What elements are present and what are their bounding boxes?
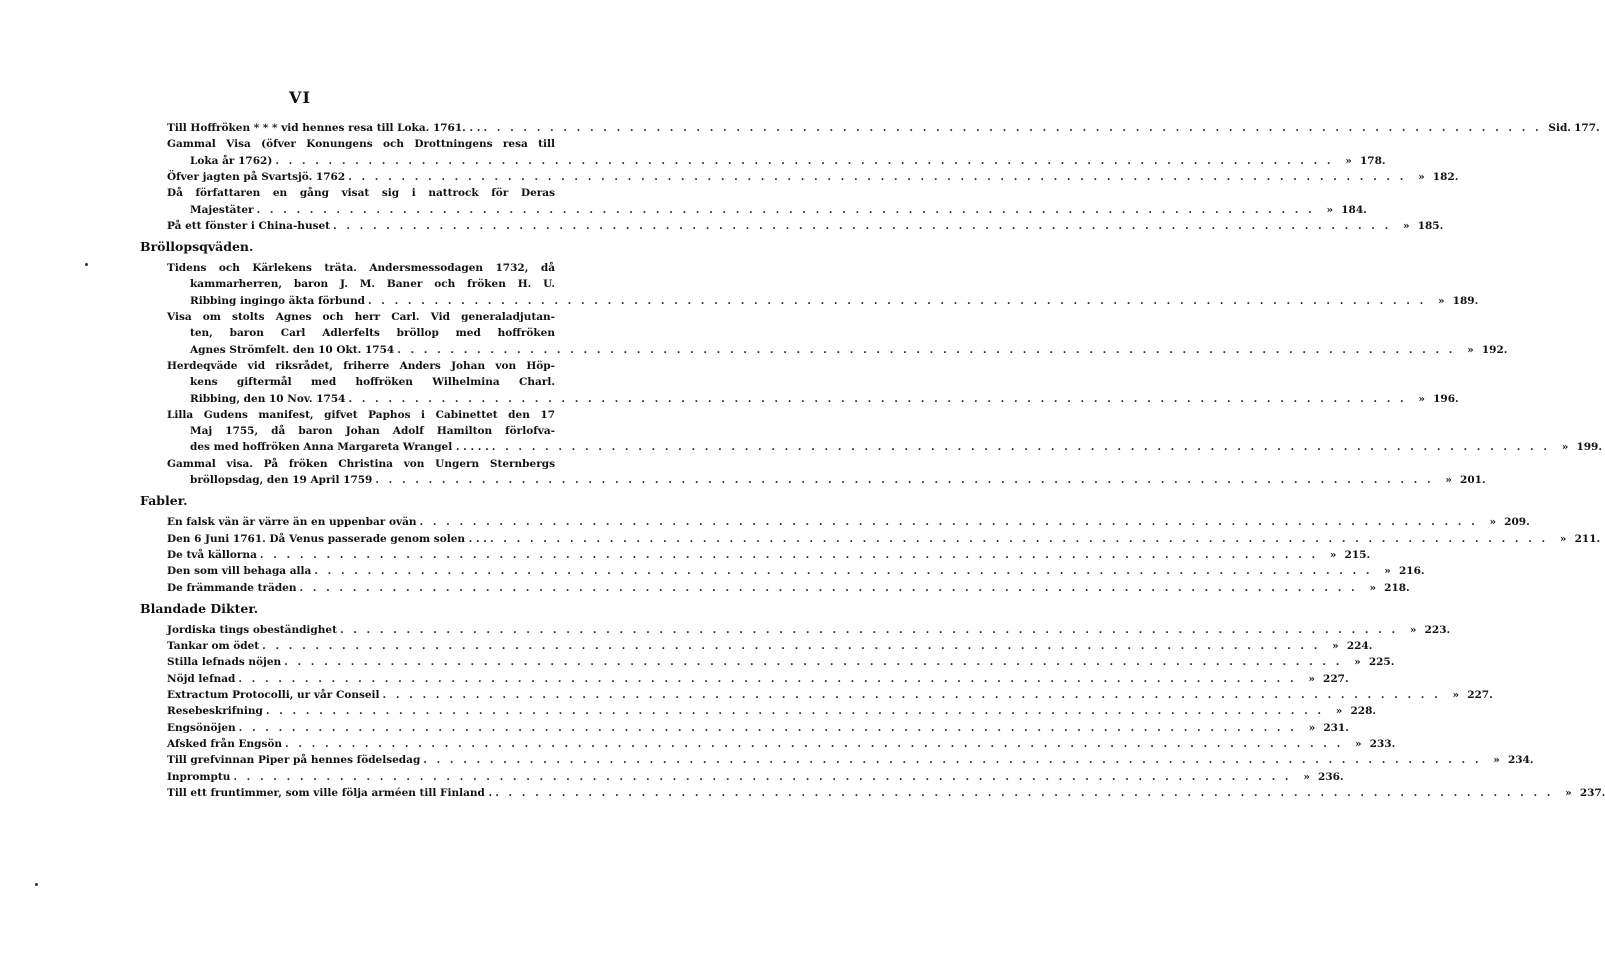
toc-entry-line: Lilla Gudens manifest, gifvet Paphos i Cabinettet den 17 — [167, 408, 555, 421]
entry-title: bröllopsdag, den 19 April 1759 — [190, 474, 373, 486]
page-ref: 224. — [1346, 640, 1373, 653]
page-marker: » — [1332, 640, 1339, 653]
page-ref: 227. — [1323, 672, 1349, 685]
dot-leader: . . . . . . . . . . . . . . . . . . . . . . . . . . . . . . . . . . . . . . . . . . . . . . . . . . . . . . . . . . . . . . . . . . . . . . . . . . . . . . . . — [348, 170, 1407, 183]
toc-entry — [167, 562, 1425, 580]
toc-entry — [167, 735, 1396, 753]
entry-title: Tankar om ödet — [167, 640, 260, 653]
toc-entry-line: Visa om stolts Agnes och herr Carl. Vid generaladjutan- — [167, 311, 555, 323]
page-marker: » — [1561, 441, 1569, 454]
entry-title: Agnes Strömfelt. den 10 Okt. 1754 — [190, 343, 395, 356]
toc-entry — [167, 670, 1349, 688]
page-marker: » — [1384, 565, 1391, 578]
page-ref: 184. — [1341, 203, 1367, 216]
page-marker: » — [1437, 294, 1445, 307]
entry-title: Till ett fruntimmer, som ville följa arméen till Finland . — [167, 786, 493, 799]
page-speck — [35, 883, 38, 886]
toc-entry-line: Tidens och Kärlekens träta. Andersmessodagen 1732, då — [167, 262, 555, 275]
page-ref: 178. — [1359, 154, 1386, 167]
page-marker: » — [1308, 721, 1316, 734]
page-ref: 185. — [1417, 219, 1444, 232]
toc-entry — [190, 341, 1508, 359]
dot-leader: . . . . . . . . . . . . . . . . . . . . . . . . . . . . . . . . . . . . . . . . . . . . . . . . . . . . . . . . . . . . . . . . . . . . . . . . . . . . . . . . — [284, 656, 1343, 669]
page-marker: » — [1345, 154, 1352, 167]
page-ref: 237. — [1579, 786, 1605, 799]
dot-leader: . . . . . . . . . . . . . . . . . . . . . . . . . . . . . . . . . . . . . . . . . . . . . . . . . . . . . . . . . . . . . . . . . . . . . . . . . . . . . . . . — [275, 154, 1334, 167]
page-marker: » — [1326, 203, 1334, 216]
page-marker: » — [1354, 656, 1361, 669]
dot-leader: . . . . . . . . . . . . . . . . . . . . . . . . . . . . . . . . . . . . . . . . . . . . . . . . . . . . . . . . . . . . . . . . . . . . . . . . . . . . . . . . — [238, 672, 1297, 685]
page-speck — [85, 263, 88, 266]
entry-title: Majestäter — [190, 203, 254, 216]
page-marker: » — [1402, 219, 1410, 232]
page-ref: 192. — [1481, 343, 1508, 356]
page-marker: » — [1418, 392, 1425, 405]
entry-title: Till Hoffröken * * * vid hennes resa till Loka. 1761. . . — [167, 122, 481, 134]
dot-leader: . . . . . . . . . . . . . . . . . . . . . . . . . . . . . . . . . . . . . . . . . . . . . . . . . . . . . . . . . . . . . . . . . . . . . . . . . . . . . . . . — [285, 737, 1344, 750]
dot-leader: . . . . . . . . . . . . . . . . . . . . . . . . . . . . . . . . . . . . . . . . . . . . . . . . . . . . . . . . . . . . . . . . . . . . . . . . . . . . . . . . — [348, 392, 1407, 405]
page-ref: 233. — [1369, 737, 1396, 750]
page-marker: » — [1329, 548, 1337, 561]
page-marker: » — [1335, 705, 1343, 718]
toc-entry-line: Gammal visa. På fröken Christina von Ungern Sternbergs — [167, 457, 555, 470]
page-ref: 196. — [1433, 392, 1459, 405]
entry-title: Resebeskrifning — [167, 705, 263, 718]
toc-entry — [190, 292, 1479, 310]
page-marker: » — [1445, 474, 1452, 486]
entry-title: Jordiska tings obeständighet — [167, 623, 337, 636]
dot-leader: . . . . . . . . . . . . . . . . . . . . . . . . . . . . . . . . . . . . . . . . . . . . . . . . . . . . . . . . . . . . . . . . . . . . . . . . . . . . . . . . — [238, 721, 1297, 734]
toc-entry — [167, 653, 1395, 671]
page-ref: 218. — [1384, 581, 1410, 594]
page-ref: 201. — [1460, 474, 1486, 486]
page-ref: 236. — [1318, 770, 1344, 783]
page-ref: 216. — [1398, 565, 1425, 578]
entry-title: De främmande träden — [167, 581, 297, 594]
dot-leader: . . . . . . . . . . . . . . . . . . . . . . . . . . . . . . . . . . . . . . . . . . . . . . . . . . . . . . . . . . . . . . . . . . . . . . . . . . . . . . . . — [423, 754, 1482, 767]
entry-title: Den 6 Juni 1761. Då Venus passerade genom solen . . . — [167, 532, 487, 545]
page-ref: 215. — [1344, 548, 1371, 561]
entry-title: Den som vill behaga alla — [167, 565, 312, 578]
toc-entry — [190, 471, 1486, 489]
dot-leader: . . . . . . . . . . . . . . . . . . . . . . . . . . . . . . . . . . . . . . . . . . . . . . . . . . . . . . . . . . . . . . . . . . . . . . . . . . . . . . . . — [259, 548, 1319, 561]
toc-entry — [167, 621, 1451, 639]
entry-title: Öfver jagten på Svartsjö. 1762 — [167, 170, 346, 183]
toc-entry-line: Herdeqväde vid riksrådet, friherre Anders Johan von Höp- — [167, 359, 555, 372]
dot-leader: . . . . . . . . . . . . . . . . . . . . . . . . . . . . . . . . . . . . . . . . . . . . . . . . . . . . . . . . . . . . . . . . . . . . . . . . . . . . . . . . — [339, 623, 1399, 636]
toc-entry — [167, 119, 1600, 137]
page-marker: » — [1369, 581, 1376, 594]
page-marker: » — [1489, 516, 1497, 529]
toc-entry — [167, 784, 1605, 802]
toc-entry — [167, 513, 1530, 531]
dot-leader: . . . . . . . . . . . . . . . . . . . . . . . . . . . . . . . . . . . . . . . . . . . . . . . . . . . . . . . . . . . . . . . . . . . . . . . . . . . . . . . . — [483, 122, 1542, 134]
entry-title: På ett fönster i China-huset — [167, 219, 331, 232]
toc-entry — [167, 702, 1377, 720]
page-marker: » — [1452, 689, 1460, 701]
page-ref: 189. — [1452, 294, 1479, 307]
dot-leader: . . . . . . . . . . . . . . . . . . . . . . . . . . . . . . . . . . . . . . . . . . . . . . . . . . . . . . . . . . . . . . . . . . . . . . . . . . . . . . . . — [491, 441, 1551, 454]
toc-entry — [167, 751, 1534, 769]
dot-leader: . . . . . . . . . . . . . . . . . . . . . . . . . . . . . . . . . . . . . . . . . . . . . . . . . . . . . . . . . . . . . . . . . . . . . . . . . . . . . . . . — [382, 689, 1441, 701]
entry-title: De två källorna — [167, 548, 257, 561]
entry-title: Afsked från Engsön — [167, 737, 283, 750]
page-marker: » — [1559, 532, 1567, 545]
section-heading: Fabler. — [140, 493, 188, 509]
page-marker: » — [1308, 672, 1315, 685]
toc-entry-line: kammarherren, baron J. M. Baner och fröken H. U. — [190, 278, 555, 291]
entry-title: Till grefvinnan Piper på hennes födelsedag — [167, 754, 421, 767]
page-ref: 199. — [1576, 441, 1603, 454]
dot-leader: . . . . . . . . . . . . . . . . . . . . . . . . . . . . . . . . . . . . . . . . . . . . . . . . . . . . . . . . . . . . . . . . . . . . . . . . . . . . . . . . — [262, 640, 1321, 653]
toc-entry-line: kens giftermål med hoffröken Wilhelmina Charl. — [190, 376, 555, 389]
entry-title: Stilla lefnads nöjen — [167, 656, 282, 669]
toc-entry — [167, 168, 1459, 186]
page-ref: 234. — [1507, 754, 1534, 767]
toc-entry — [167, 217, 1444, 235]
toc-entry — [167, 637, 1373, 655]
page-marker: Sid. — [1548, 122, 1571, 134]
dot-leader: . . . . . . . . . . . . . . . . . . . . . . . . . . . . . . . . . . . . . . . . . . . . . . . . . . . . . . . . . . . . . . . . . . . . . . . . . . . . . . . . — [368, 294, 1427, 307]
page-marker: » — [1354, 737, 1362, 750]
dot-leader: . . . . . . . . . . . . . . . . . . . . . . . . . . . . . . . . . . . . . . . . . . . . . . . . . . . . . . . . . . . . . . . . . . . . . . . . . . . . . . . . — [375, 474, 1434, 486]
page-ref: 209. — [1504, 516, 1530, 529]
dot-leader: . . . . . . . . . . . . . . . . . . . . . . . . . . . . . . . . . . . . . . . . . . . . . . . . . . . . . . . . . . . . . . . . . . . . . . . . . . . . . . . . — [314, 565, 1373, 578]
toc-entry-line: ten, baron Carl Adlerfelts bröllop med hoffröken — [190, 327, 555, 340]
entry-title: Ribbing, den 10 Nov. 1754 — [190, 392, 346, 405]
entry-title: Nöjd lefnad — [167, 672, 236, 685]
dot-leader: . . . . . . . . . . . . . . . . . . . . . . . . . . . . . . . . . . . . . . . . . . . . . . . . . . . . . . . . . . . . . . . . . . . . . . . . . . . . . . . . — [495, 786, 1554, 799]
toc-entry — [167, 686, 1493, 704]
page-ref: 227. — [1467, 689, 1493, 701]
toc-entry-line: Då författaren en gång visat sig i nattrock för Deras — [167, 187, 555, 200]
page-marker: » — [1418, 170, 1425, 183]
entry-title: des med hoffröken Anna Margareta Wrangel . . . . . — [190, 441, 489, 454]
page-marker: » — [1565, 786, 1572, 799]
dot-leader: . . . . . . . . . . . . . . . . . . . . . . . . . . . . . . . . . . . . . . . . . . . . . . . . . . . . . . . . . . . . . . . . . . . . . . . . . . . . . . . . — [256, 203, 1315, 216]
toc-entry — [167, 768, 1344, 786]
page-ref: 231. — [1323, 721, 1349, 734]
toc-entry — [167, 546, 1371, 564]
page-ref: 228. — [1350, 705, 1377, 718]
entry-title: Ribbing ingingo äkta förbund — [190, 294, 365, 307]
page-ref: 182. — [1432, 170, 1459, 183]
section-heading: Bröllopsqväden. — [140, 239, 254, 255]
toc-entry — [190, 152, 1386, 170]
entry-title: Extractum Protocolli, ur vår Conseil — [167, 689, 380, 701]
toc-entry — [167, 530, 1601, 548]
toc-entry — [167, 719, 1349, 737]
dot-leader: . . . . . . . . . . . . . . . . . . . . . . . . . . . . . . . . . . . . . . . . . . . . . . . . . . . . . . . . . . . . . . . . . . . . . . . . . . . . . . . . — [299, 581, 1358, 594]
page-marker: » — [1303, 770, 1310, 783]
entry-title: Inpromptu — [167, 770, 231, 783]
dot-leader: . . . . . . . . . . . . . . . . . . . . . . . . . . . . . . . . . . . . . . . . . . . . . . . . . . . . . . . . . . . . . . . . . . . . . . . . . . . . . . . . — [265, 705, 1325, 718]
toc-entry-line: Maj 1755, då baron Johan Adolf Hamilton förlofva- — [190, 425, 555, 438]
entry-title: Engsönöjen — [167, 721, 236, 734]
dot-leader: . . . . . . . . . . . . . . . . . . . . . . . . . . . . . . . . . . . . . . . . . . . . . . . . . . . . . . . . . . . . . . . . . . . . . . . . . . . . . . . . — [233, 770, 1292, 783]
entry-title: En falsk vän är värre än en uppenbar ovän — [167, 516, 417, 529]
page-ref: 223. — [1424, 623, 1451, 636]
dot-leader: . . . . . . . . . . . . . . . . . . . . . . . . . . . . . . . . . . . . . . . . . . . . . . . . . . . . . . . . . . . . . . . . . . . . . . . . . . . . . . . . — [489, 532, 1549, 545]
page-ref: 225. — [1368, 656, 1395, 669]
page-ref: 177. — [1574, 122, 1600, 134]
dot-leader: . . . . . . . . . . . . . . . . . . . . . . . . . . . . . . . . . . . . . . . . . . . . . . . . . . . . . . . . . . . . . . . . . . . . . . . . . . . . . . . . — [419, 516, 1478, 529]
toc-entry — [190, 201, 1367, 219]
entry-title: Loka år 1762) — [190, 154, 273, 167]
page-marker: » — [1493, 754, 1500, 767]
dot-leader: . . . . . . . . . . . . . . . . . . . . . . . . . . . . . . . . . . . . . . . . . . . . . . . . . . . . . . . . . . . . . . . . . . . . . . . . . . . . . . . . — [333, 219, 1392, 232]
page-marker: » — [1467, 343, 1474, 356]
page-ref: 211. — [1574, 532, 1601, 545]
toc-entry-line: Gammal Visa (öfver Konungens och Drottningens resa till — [167, 138, 555, 151]
page-marker: » — [1409, 623, 1417, 636]
toc-entry — [190, 390, 1459, 408]
page-number: VI — [289, 88, 311, 107]
toc-entry — [167, 579, 1410, 597]
toc-entry — [190, 438, 1603, 456]
dot-leader: . . . . . . . . . . . . . . . . . . . . . . . . . . . . . . . . . . . . . . . . . . . . . . . . . . . . . . . . . . . . . . . . . . . . . . . . . . . . . . . . — [397, 343, 1456, 356]
section-heading: Blandade Dikter. — [140, 600, 259, 616]
